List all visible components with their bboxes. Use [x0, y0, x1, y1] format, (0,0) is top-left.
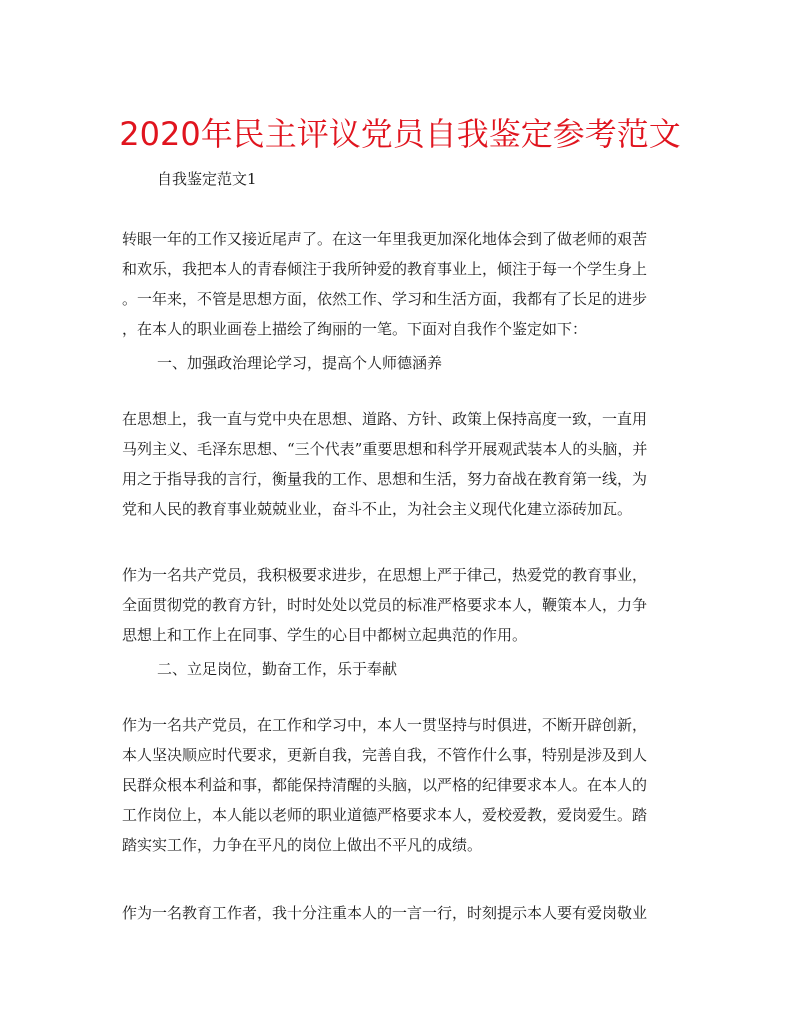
paragraph-3 — [122, 560, 682, 650]
paragraph-line: 马列主义、毛泽东思想、“三个代表”重要思想和科学开展观武装本人的头脑，并 — [122, 440, 648, 458]
paragraph-line: ，在本人的职业画卷上描绘了绚丽的一笔。下面对自我作个鉴定如下： — [122, 320, 588, 338]
document-subtitle: 自我鉴定范文1 — [157, 170, 257, 188]
paragraph-5 — [122, 898, 682, 928]
paragraph-1 — [122, 224, 682, 344]
paragraph-line: 用之于指导我的言行，衡量我的工作、思想和生活，努力奋战在教育第一线，为 — [122, 470, 648, 488]
section-heading-2: 二、立足岗位，勤奋工作，乐于奉献 — [157, 660, 398, 678]
paragraph-line: 在思想上，我一直与党中央在思想、道路、方针、政策上保持高度一致，一直用 — [122, 410, 648, 428]
paragraph-line: 。一年来，不管是思想方面，依然工作、学习和生活方面，我都有了长足的进步 — [122, 290, 648, 308]
paragraph-line: 工作岗位上，本人能以老师的职业道德严格要求本人，爱校爱教，爱岗爱生。踏 — [122, 806, 648, 824]
paragraph-line: 和欢乐，我把本人的青春倾注于我所钟爱的教育事业上，倾注于每一个学生身上 — [122, 260, 648, 278]
paragraph-line: 思想上和工作上在同事、学生的心目中都树立起典范的作用。 — [122, 626, 528, 644]
paragraph-line: 民群众根本利益和事，都能保持清醒的头脑，以严格的纪律要求本人。在本人的 — [122, 776, 648, 794]
paragraph-line: 踏实实工作，力争在平凡的岗位上做出不平凡的成绩。 — [122, 836, 483, 854]
paragraph-line: 全面贯彻党的教育方针，时时处处以党员的标准严格要求本人，鞭策本人，力争 — [122, 596, 648, 614]
paragraph-4 — [122, 710, 682, 860]
paragraph-line: 作为一名教育工作者，我十分注重本人的一言一行，时刻提示本人要有爱岗敬业 — [122, 904, 648, 922]
paragraph-line: 本人坚决顺应时代要求，更新自我，完善自我，不管作什么事，特别是涉及到人 — [122, 746, 648, 764]
paragraph-2 — [122, 404, 682, 524]
paragraph-line: 作为一名共产党员，我积极要求进步，在思想上严于律己，热爱党的教育事业， — [122, 566, 648, 584]
paragraph-line: 作为一名共产党员，在工作和学习中，本人一贯坚持与时俱进，不断开辟创新， — [122, 716, 648, 734]
document-title: 2020年民主评议党员自我鉴定参考范文 — [119, 115, 681, 153]
section-heading-1: 一、加强政治理论学习，提高个人师德涵养 — [157, 354, 443, 372]
paragraph-line: 转眼一年的工作又接近尾声了。在这一年里我更加深化地体会到了做老师的艰苦 — [122, 230, 648, 248]
paragraph-line: 党和人民的教育事业兢兢业业，奋斗不止，为社会主义现代化建立添砖加瓦。 — [122, 500, 633, 518]
